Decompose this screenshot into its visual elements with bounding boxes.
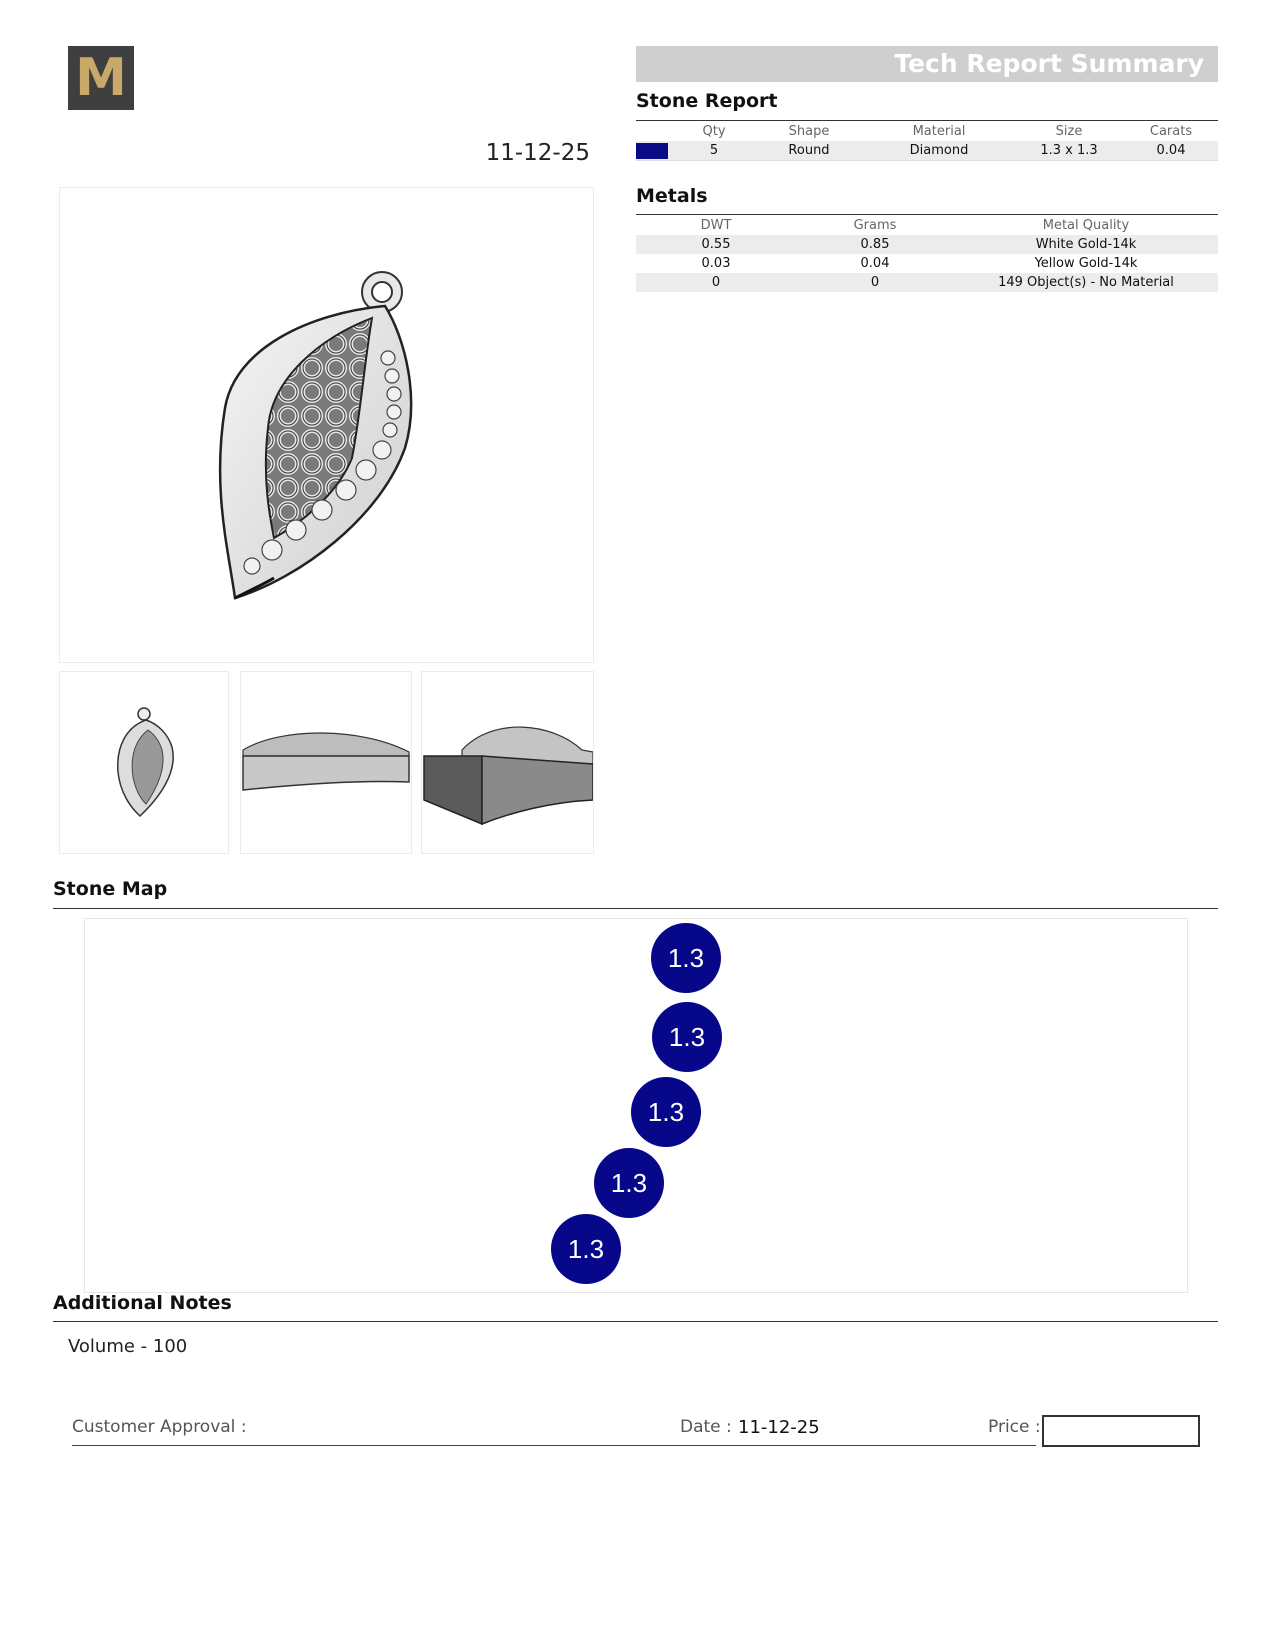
stone-map-title: Stone Map [53, 878, 168, 900]
size-cell: 1.3 x 1.3 [1014, 141, 1124, 160]
stone-report-bottom-rule [636, 160, 1218, 161]
price-field[interactable] [1042, 1415, 1200, 1447]
stone-marker: 1.3 [551, 1214, 621, 1284]
stone-report-rule [636, 120, 1218, 121]
report-date: 11-12-25 [485, 140, 590, 166]
thumbnail-front-view [59, 671, 229, 854]
metals-header-row [636, 216, 1218, 235]
stone-marker: 1.3 [651, 923, 721, 993]
stone-marker: 1.3 [652, 1002, 722, 1072]
additional-notes-title: Additional Notes [53, 1292, 232, 1314]
carats-cell: 0.04 [1124, 141, 1218, 160]
shape-cell: Round [754, 141, 864, 160]
col-material: Material [912, 124, 966, 139]
dwt-cell: 0.03 [701, 256, 731, 271]
leaf-pendant-front-view [60, 188, 593, 662]
dwt-cell: 0.55 [636, 235, 796, 254]
col-qty: Qty [702, 124, 726, 139]
col-shape: Shape [788, 124, 830, 139]
table-row [636, 141, 1218, 160]
pendant-angle-icon [422, 672, 593, 853]
stone-map-panel [84, 918, 1188, 1293]
grams-cell: 0.85 [796, 235, 954, 254]
col-carats: Carats [1149, 124, 1193, 139]
price-label: Price : [988, 1417, 1041, 1437]
col-quality: Metal Quality [1042, 218, 1130, 233]
approval-date-label: Date : [680, 1417, 732, 1437]
stone-color-swatch [636, 141, 674, 160]
col-size: Size [1055, 124, 1083, 139]
stone-report-table [636, 122, 1218, 160]
main-render-image [59, 187, 594, 663]
stone-report-title: Stone Report [636, 90, 778, 112]
table-row [636, 254, 1218, 273]
col-dwt: DWT [700, 218, 732, 233]
table-row [636, 273, 1218, 292]
report-title: Tech Report Summary [894, 49, 1204, 78]
quality-cell: White Gold-14k [954, 235, 1218, 254]
company-logo [68, 46, 134, 110]
table-row [636, 235, 1218, 254]
swatch-header [636, 122, 674, 141]
approval-date-value: 11-12-25 [738, 1417, 820, 1438]
notes-rule [53, 1321, 1218, 1322]
approval-signature-line[interactable] [72, 1445, 1036, 1446]
logo-letter: M [75, 48, 127, 108]
stone-marker: 1.3 [594, 1148, 664, 1218]
qty-cell: 5 [674, 141, 754, 160]
stone-map-rule [53, 908, 1218, 909]
notes-text: Volume - 100 [68, 1336, 188, 1357]
grams-cell: 0 [796, 273, 954, 292]
col-grams: Grams [853, 218, 897, 233]
quality-cell: 149 Object(s) - No Material [954, 273, 1218, 292]
material-cell: Diamond [864, 141, 1014, 160]
thumbnail-side-view [240, 671, 412, 854]
pendant-side-icon [241, 672, 411, 853]
grams-cell: 0.04 [860, 256, 890, 271]
thumbnail-angle-view [421, 671, 594, 854]
dwt-cell: 0 [636, 273, 796, 292]
stone-marker: 1.3 [631, 1077, 701, 1147]
quality-cell: Yellow Gold-14k [1034, 256, 1138, 271]
leaf-pendant-small-icon [60, 672, 228, 853]
report-title-bar [636, 46, 1218, 82]
metals-rule [636, 214, 1218, 215]
customer-approval-label: Customer Approval : [72, 1417, 247, 1437]
metals-table [636, 216, 1218, 292]
metals-title: Metals [636, 185, 708, 207]
stone-report-header-row [636, 122, 1218, 141]
